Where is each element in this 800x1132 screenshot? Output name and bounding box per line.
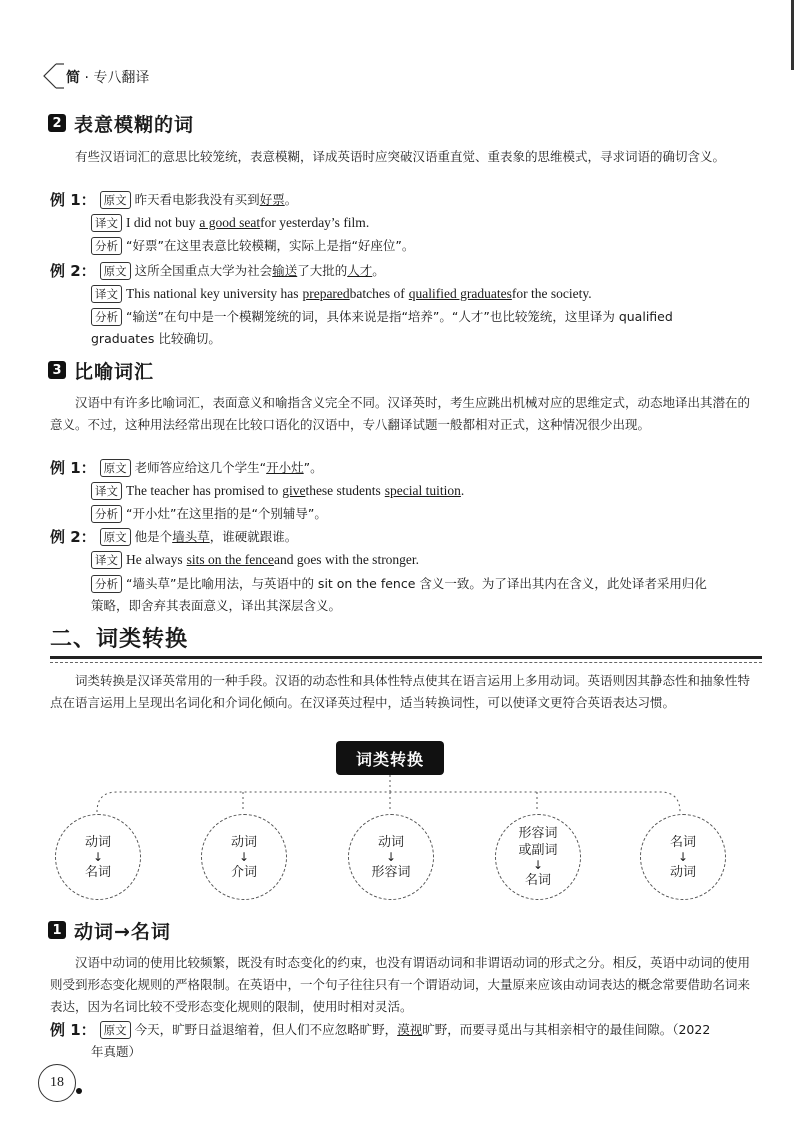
analysis-text-continued: graduates 比较确切。 xyxy=(91,331,221,346)
example-1-translation xyxy=(91,212,369,234)
translation-text: I did not buy xyxy=(126,215,196,230)
analysis-text: “开小灶”在这里指的是“个别辅导”。 xyxy=(126,506,327,521)
original-text: ，谁硬就跟谁。 xyxy=(209,529,298,544)
example-1-translation xyxy=(91,480,464,502)
translation-text: This national key university has xyxy=(126,286,299,301)
page-number-dot xyxy=(76,1088,82,1094)
example-label: 例 2： xyxy=(50,262,96,280)
node-source: 动词 xyxy=(84,834,111,850)
down-arrow-icon: ↓ xyxy=(677,849,689,864)
original-tag: 原文 xyxy=(100,459,131,477)
translation-highlight: qualified graduates xyxy=(408,286,512,301)
translation-highlight: sits on the fence xyxy=(186,552,274,567)
subsection-intro: 汉语中动词的使用比较频繁，既没有时态变化的约束，也没有谓语动词和非谓语动词的形式之分。相反，英语中动词的使用则受到形态变化规则的严格限制。在英语中，一个句子往往只有一个谓语动词，大量原来应该由动词表达的概念常要借助名词来表达，因为名词比较不受形态变化规则的限制，使用时相对灵活。 xyxy=(50,955,751,1014)
original-text: 了大批的 xyxy=(297,263,348,278)
translation-highlight: special tuition xyxy=(384,483,461,498)
original-highlight: 墙头草 xyxy=(172,529,210,544)
translation-text: batches of xyxy=(349,286,405,301)
example-2-analysis xyxy=(91,573,707,595)
translation-tag: 译文 xyxy=(91,482,122,500)
original-text: 这所全国重点大学为社会 xyxy=(134,263,273,278)
down-arrow-icon: ↓ xyxy=(92,849,104,864)
original-tag: 原文 xyxy=(100,528,131,546)
analysis-text: “输送”在句中是一个模糊笼统的词，具体来说是指“培养”。“人才”也比较笼统，这里译为 qualified xyxy=(126,309,673,324)
original-text: 。 xyxy=(372,263,385,278)
node-target: 形容词 xyxy=(371,864,411,880)
translation-highlight: give xyxy=(282,483,306,498)
original-highlight: 开小灶 xyxy=(266,460,304,475)
translation-text: The teacher has promised to xyxy=(126,483,279,498)
original-highlight: 漠视 xyxy=(397,1022,423,1037)
down-arrow-icon: ↓ xyxy=(238,849,250,864)
example-2-original xyxy=(50,526,297,548)
diagram-node-adj-adv-noun xyxy=(495,814,581,900)
example-1-original xyxy=(50,189,297,211)
diagram-title: 词类转换 xyxy=(336,741,444,775)
analysis-tag: 分析 xyxy=(91,575,122,593)
down-arrow-icon: ↓ xyxy=(532,858,544,872)
original-text: 老师答应给这几个学生“ xyxy=(134,460,267,475)
example-1-analysis xyxy=(91,235,414,257)
header-title: 专八翻译 xyxy=(93,70,150,86)
node-target: 名词 xyxy=(84,864,111,880)
translation-tag: 译文 xyxy=(91,551,122,569)
original-text: 旷野，而要寻觅出与其相亲相守的最佳间隙。（2022 xyxy=(422,1022,711,1037)
translation-text: for yesterday’s film. xyxy=(260,215,370,230)
node-target: 动词 xyxy=(669,864,696,880)
translation-tag: 译文 xyxy=(91,285,122,303)
example-2-translation xyxy=(91,283,592,305)
subsection-intro: 有些汉语词汇的意思比较笼统，表意模糊，译成英语时应突破汉语重直觉、重表象的思维模式，寻求词语的确切含义。 xyxy=(75,149,726,164)
subsection-number-badge: 3 xyxy=(48,361,66,379)
subsection-heading-3 xyxy=(48,357,154,383)
section-title: 二、词类转换 xyxy=(50,627,189,652)
section-rule-dashed xyxy=(50,662,762,663)
original-text: 昨天看电影我没有买到 xyxy=(134,192,260,207)
original-highlight: 人才 xyxy=(347,263,373,278)
analysis-tag: 分析 xyxy=(91,505,122,523)
header-tag: 简 xyxy=(66,70,80,86)
example-1-original xyxy=(50,1019,710,1041)
node-source: 名词 xyxy=(669,834,696,850)
translation-text: and goes with the stronger. xyxy=(273,552,420,567)
header-dot: · xyxy=(84,70,89,86)
analysis-text: “墙头草”是比喻用法，与英语中的 sit on the fence 含义一致。为了译出其内在含义，此处译者采用归化 xyxy=(126,576,707,591)
node-source: 动词 xyxy=(377,834,404,850)
translation-text: for the society. xyxy=(511,286,592,301)
diagram-node-verb-preposition xyxy=(201,814,287,900)
translation-highlight: a good seat xyxy=(199,215,261,230)
node-source: 形容词 或副词 xyxy=(518,826,558,858)
translation-text: . xyxy=(460,483,465,498)
original-text: ”。 xyxy=(303,460,323,475)
diagram-node-noun-verb xyxy=(640,814,726,900)
subsection-number-badge: 2 xyxy=(48,114,66,132)
node-target: 名词 xyxy=(524,873,551,888)
original-text: 。 xyxy=(284,192,298,207)
subsection-title: 动词→名词 xyxy=(74,920,171,943)
original-text-continued: 年真题） xyxy=(91,1044,142,1059)
example-2-translation xyxy=(91,549,419,571)
analysis-text-continued: 策略，即舍弃其表面意义，译出其深层含义。 xyxy=(91,598,342,613)
original-text: 他是个 xyxy=(134,529,173,544)
example-1-analysis xyxy=(91,503,327,525)
subsection-intro: 汉语中有许多比喻词汇，表面意义和喻指含义完全不同。汉译英时，考生应跳出机械对应的思维定式，动态地译出其潜在的意义。不过，这种用法经常出现在比较口语化的汉语中，专八翻译试题一般都相对正式，这种情况很少出现。 xyxy=(50,395,751,432)
original-tag: 原文 xyxy=(100,1021,131,1039)
example-2-analysis xyxy=(91,306,673,328)
down-arrow-icon: ↓ xyxy=(385,849,397,864)
page-number: 18 xyxy=(38,1064,76,1102)
original-highlight: 输送 xyxy=(272,263,298,278)
section-intro: 词类转换是汉译英常用的一种手段。汉语的动态性和具体性特点使其在语言运用上多用动词。英语则因其静态性和抽象性特点在语言运用上呈现出名词化和介词化倾向。在汉译英过程中，适当转换词性，可以使译文更符合英语表达习惯。 xyxy=(50,673,751,710)
node-source: 动词 xyxy=(230,834,257,850)
node-target: 介词 xyxy=(230,864,257,880)
original-highlight: 好票 xyxy=(259,192,285,207)
example-label: 例 1： xyxy=(50,1021,96,1039)
example-label: 例 1： xyxy=(50,459,96,477)
subsection-title: 比喻词汇 xyxy=(74,360,155,383)
original-tag: 原文 xyxy=(100,191,131,209)
original-tag: 原文 xyxy=(100,262,131,280)
translation-text: these students xyxy=(305,483,381,498)
header-text xyxy=(66,67,149,87)
original-text: 今天，旷野日益退缩着，但人们不应忽略旷野， xyxy=(134,1022,398,1037)
example-label: 例 1： xyxy=(50,191,96,209)
diagram-node-verb-adjective xyxy=(348,814,434,900)
example-1-original xyxy=(50,457,323,479)
diagram-node-verb-noun xyxy=(55,814,141,900)
translation-tag: 译文 xyxy=(91,214,122,232)
translation-highlight: prepared xyxy=(302,286,350,301)
example-label: 例 2： xyxy=(50,528,96,546)
page-edge-mark xyxy=(791,0,800,70)
subsection-number-badge: 1 xyxy=(48,921,66,939)
subsection-heading-2 xyxy=(48,110,194,136)
example-2-original xyxy=(50,260,385,282)
analysis-text: “好票”在这里表意比较模糊，实际上是指“好座位”。 xyxy=(126,238,415,253)
analysis-tag: 分析 xyxy=(91,308,122,326)
translation-text: He always xyxy=(126,552,183,567)
subsection-heading-1 xyxy=(48,917,171,943)
section-rule xyxy=(50,656,762,659)
subsection-title: 表意模糊的词 xyxy=(74,113,195,136)
analysis-tag: 分析 xyxy=(91,237,122,255)
